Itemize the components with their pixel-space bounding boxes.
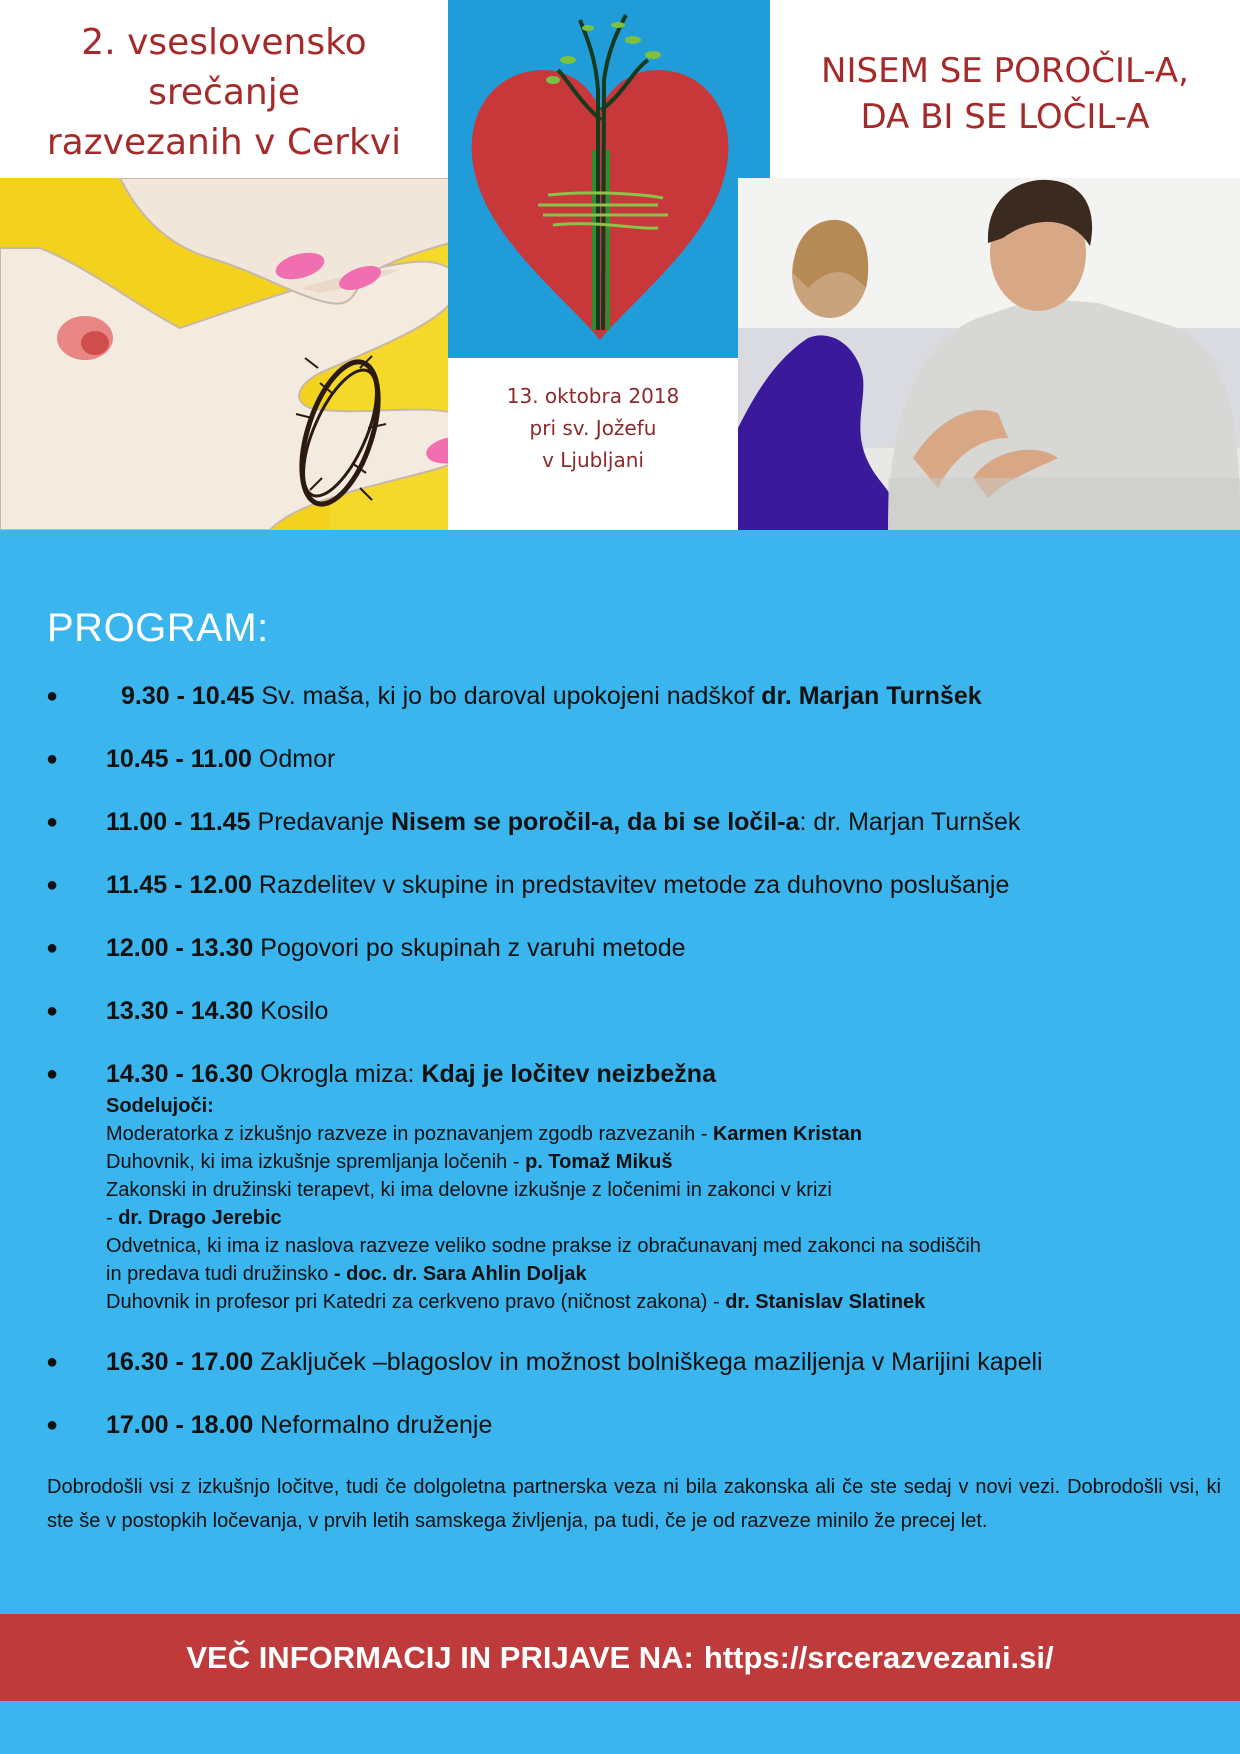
participant-row [106,1288,1226,1316]
registration-link[interactable]: https://srcerazvezani.si/ [703,1639,1054,1675]
program-time: 17.00 - 18.00 [106,1411,254,1439]
bullet-icon: ● [46,748,59,770]
participants-label: Sodelujoči: [106,1095,214,1117]
program-text-tail: : dr. Marjan Turnšek [799,808,1021,836]
panel-participants [106,1092,1226,1316]
event-title-line: razvezanih v Cerkvi [46,122,402,163]
event-title-line: 2. vseslovensko [81,22,367,63]
participant-name: p. Tomaž Mikuš [525,1151,673,1173]
header-collage [0,0,1240,530]
bullet-icon: ● [46,937,59,959]
participant-row [106,1204,1226,1232]
footer-text: VEČ INFORMACIJ IN PRIJAVE NA: [186,1639,694,1675]
program-item [0,995,1240,1027]
event-title [0,18,448,168]
participant-row [106,1148,1226,1176]
bullet-icon: ● [46,685,59,707]
program-time: 11.00 - 11.45 [106,808,251,836]
program-text: Neformalno druženje [253,1411,493,1439]
event-slogan-line: NISEM SE POROČIL-A, [821,51,1189,91]
program-time: 14.30 - 16.30 [106,1060,254,1088]
program-text: Kosilo [253,997,329,1025]
hands-thorn-ring-image [0,178,512,530]
program-item [0,806,1240,838]
heart-cross-logo-icon [448,0,770,358]
event-slogan [770,48,1240,140]
program-time: 11.45 - 12.00 [106,871,252,899]
bullet-icon: ● [46,811,59,833]
program-item-round-table [0,1058,1240,1320]
lecture-title: Nisem se poročil-a, da bi se ločil-a [390,808,800,836]
program-text: Sv. maša, ki jo bo daroval upokojeni nadškof [254,682,762,710]
bullet-icon: ● [46,1000,59,1022]
program-item [0,869,1240,901]
program-text: Pogovori po skupinah z varuhi metode [253,934,686,962]
bullet-icon: ● [46,1351,59,1373]
participant-row [106,1232,1226,1260]
program-time: 12.00 - 13.30 [106,934,254,962]
participant-role: Moderatorka z izkušnjo razveze in poznavanjem zgodb razvezanih - [106,1123,713,1145]
program-text: Predavanje [250,808,391,836]
event-title-line: srečanje [148,72,300,113]
program-time: 9.30 - 10.45 [121,682,255,710]
event-venue: pri sv. Jožefu [529,416,657,440]
program-text: Razdelitev v skupine in predstavitev metode za duhovno poslušanje [251,871,1010,899]
participant-row [106,1120,1226,1148]
program-time: 10.45 - 11.00 [106,745,252,773]
participant-name: dr. Stanislav Slatinek [725,1291,926,1313]
program-text: Okrogla miza: [253,1060,422,1088]
program-time: 16.30 - 17.00 [106,1348,254,1376]
event-slogan-line: DA BI SE LOČIL-A [860,97,1150,137]
event-date: 13. oktobra 2018 [506,384,680,408]
event-city: v Ljubljani [542,448,644,472]
program-item [0,743,1240,775]
program-speaker: dr. Marjan Turnšek [761,682,982,710]
program-text: Odmor [251,745,336,773]
participant-row [106,1260,1226,1288]
couple-photo [738,178,1240,530]
participant-name: Karmen Kristan [712,1123,862,1145]
program-text: Zaključek –blagoslov in možnost bolniškega maziljenja v Marijini kapeli [253,1348,1043,1376]
event-date-place [448,358,738,530]
program-title: PROGRAM: [47,606,269,650]
bullet-icon: ● [46,1063,59,1085]
program-list [0,680,1240,1472]
participant-name: dr. Drago Jerebic [118,1207,282,1229]
heart-logo-panel [448,0,770,358]
welcome-note: Dobrodošli vsi z izkušnjo ločitve, tudi če dolgoletna partnerska veza ni bila zakonska ali če ste sedaj v novi vezi. Dobrodošli vsi, ki ste še v postopkih ločevanja, v prvih letih samskega življenja, pa tudi, če je od razveze minilo že precej let. [47,1476,1221,1532]
program-item [0,1346,1240,1378]
program-item [0,932,1240,964]
participant-role: - [106,1207,119,1229]
participant-role: in predava tudi družinsko [106,1263,334,1285]
footer-banner [0,1614,1240,1701]
participant-row [106,1176,1226,1204]
bullet-icon: ● [46,874,59,896]
participant-role: Duhovnik in profesor pri Katedri za cerkveno pravo (ničnost zakona) - [106,1291,726,1313]
round-table-topic: Kdaj je ločitev neizbežna [421,1060,716,1088]
bullet-icon: ● [46,1414,59,1436]
participant-role: Odvetnica, ki ima iz naslova razveze veliko sodne prakse iz obračunavanj med zakonci na sodiščih [106,1235,981,1257]
participant-role: Duhovnik, ki ima izkušnje spremljanja ločenih - [106,1151,526,1173]
program-item [0,1409,1240,1441]
program-item [0,680,1240,712]
participant-role: Zakonski in družinski terapevt, ki ima delovne izkušnje z ločenimi in zakonci v krizi [106,1179,832,1201]
participant-name: - doc. dr. Sara Ahlin Doljak [333,1263,587,1285]
program-time: 13.30 - 14.30 [106,997,254,1025]
